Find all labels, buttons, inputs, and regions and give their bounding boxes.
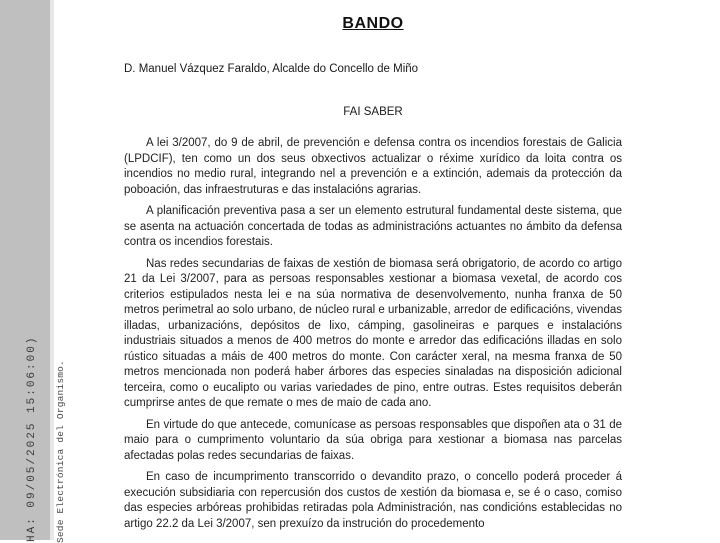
document-byline: D. Manuel Vázquez Faraldo, Alcalde do Concello de Miño xyxy=(124,63,419,75)
document-title: BANDO xyxy=(342,15,404,32)
paragraph-4: En virtude do que antecede, comunícase as persoas responsables que dispoñen ata o 31 de maio para o cumprimento voluntario da súa obriga para xestionar a biomasa nas parcelas afectadas polas redes secundarias de faixas. xyxy=(124,418,622,462)
paragraph-3: Nas redes secundarias de faixas de xestión de biomasa será obrigatorio, de acordo co artigo 21 da Lei 3/2007, para as persoas responsables xestionar a biomasa vexetal, de acordo cos criterios estipulados nesta lei e na súa normativa de desenvolvemento, nunha franxa de 50 metros perimetral ao solo urbano, de núcleo rural e urbanizable, arredor de edificacións, vivendas illadas, urbanizacións, depósitos de lixo, cámping, gasolineiras e parques e instalacións industriais situados a menos de 400 metros do monte e arredor das edificacións illadas en solo rústico situadas a máis de 400 metros do monte. Con carácter xeral, na mesma franxa de 50 metros mencionada non poderá haber árbores das especies sinaladas na disposición adicional terceira, como o eucalipto ou varias variedades de pino, entre outras. Estes requisitos deberán cumprirse antes de que remate o mes de maio de cada ano. xyxy=(124,257,622,409)
paragraph-2: A planificación preventiva pasa a ser un elemento estrutural fundamental deste sistema, que se asenta na actuación concertada de todas as administracións actuantes no ámbito da defensa contra os incendios forestais. xyxy=(124,205,622,248)
document-body xyxy=(124,0,622,532)
electronic-seal-label: Sede Electrónica del Organismo. xyxy=(55,360,66,543)
electronic-seal-datetime: HA: 09/05/2025 15:06:00) xyxy=(26,335,38,542)
document-subheading: FAI SABER xyxy=(343,105,403,118)
paragraph-1: A lei 3/2007, do 9 de abril, de prevención e defensa contra os incendios forestais de Galicia (LPDCIF), ten como un dos seus obxectivos actualizar o réxime xurídico da loita contra os incendios no medio rural, integrando nel a prevención e a extinción, ademais da protección da poboación, das infraestruturas e das instalacións agrarias. xyxy=(124,137,622,196)
paragraph-5: En caso de incumprimento transcorrido o devandito prazo, o concello poderá proceder á execución subsidiaria con repercusión dos custos de xestión da biomasa e, se é o caso, comiso das especies arbóreas prohibidas retiradas pola Administración, nas condicións establecidas no artigo 22.2 da Lei 3/2007, sen prexuízo da instrución do procedemento xyxy=(124,471,622,530)
